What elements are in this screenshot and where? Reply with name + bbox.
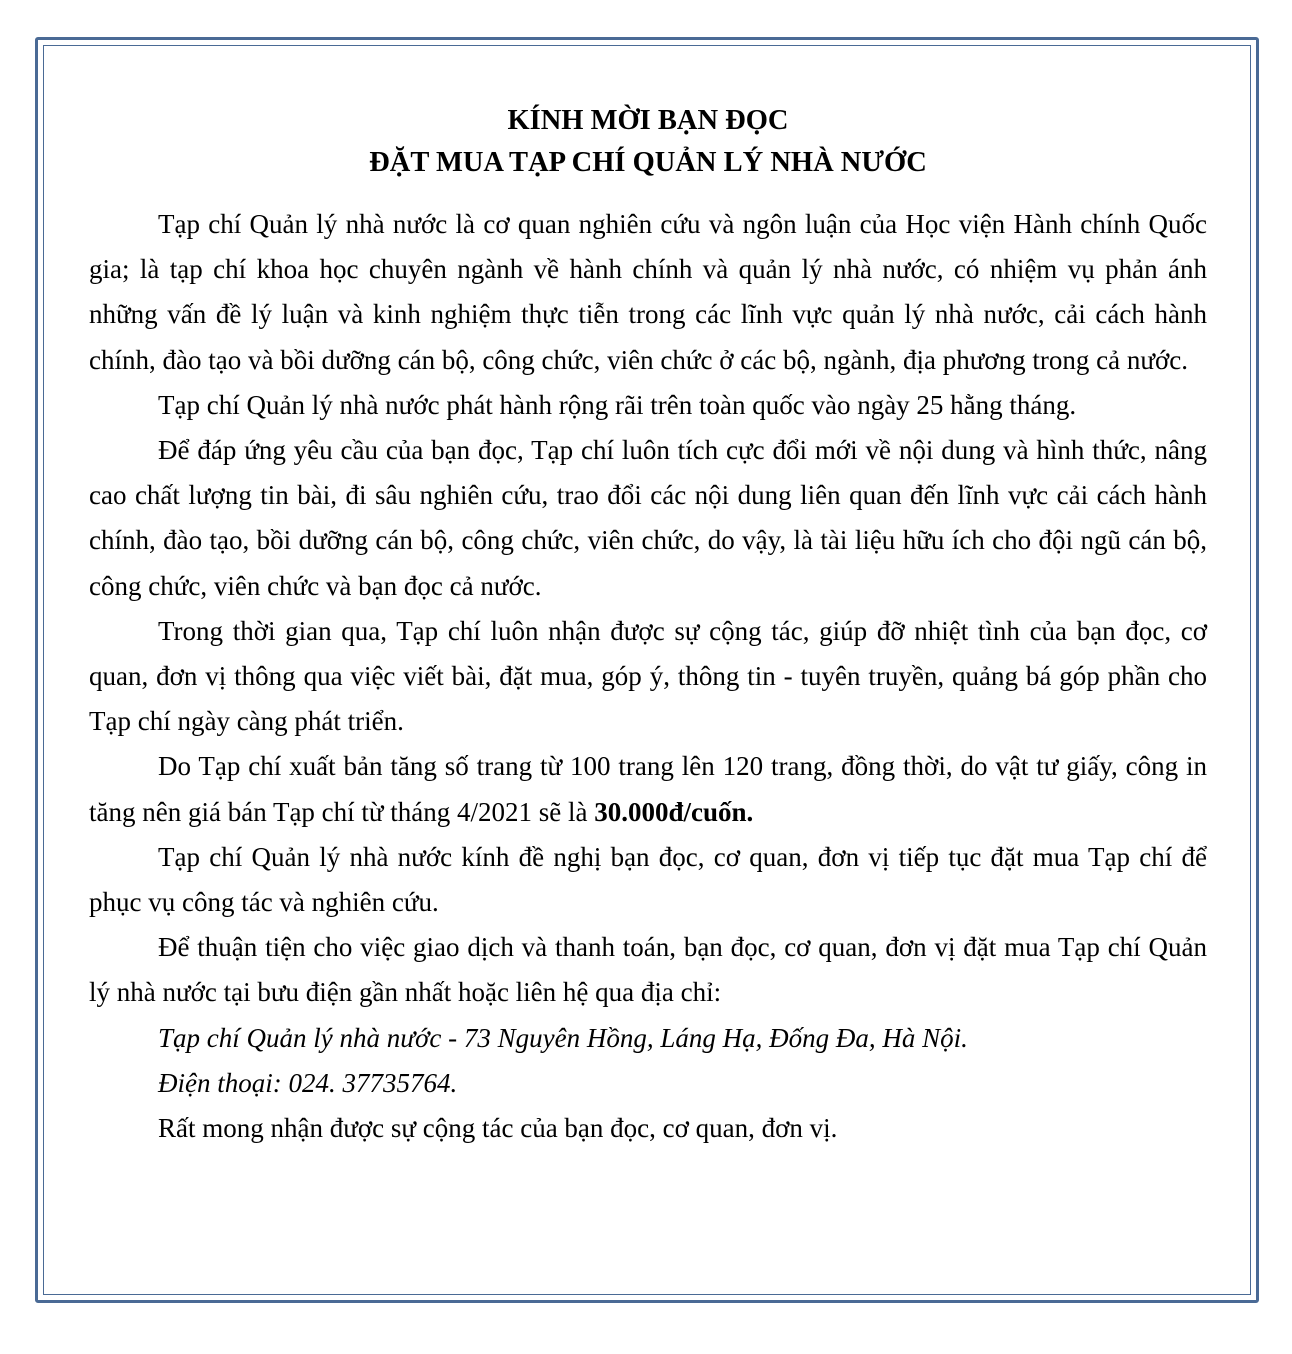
contact-phone: Điện thoại: 024. 37735764. xyxy=(158,1067,458,1098)
paragraph-contact: Để thuận tiện cho việc giao dịch và thanh toán, bạn đọc, cơ quan, đơn vị đặt mua Tạp chí Quản lý nhà nước tại bưu điện gần nhất hoặc liên hệ qua địa chỉ: xyxy=(89,932,1207,1008)
contact-address: Tạp chí Quản lý nhà nước - 73 Nguyên Hồng, Láng Hạ, Đống Đa, Hà Nội. xyxy=(158,1022,968,1053)
paragraph-request: Tạp chí Quản lý nhà nước kính đề nghị bạn đọc, cơ quan, đơn vị tiếp tục đặt mua Tạp chí để phục vụ công tác và nghiên cứu. xyxy=(89,841,1207,918)
paragraph-closing: Rất mong nhận được sự cộng tác của bạn đọc, cơ quan, đơn vị. xyxy=(158,1113,838,1144)
title-line-1: KÍNH MỜI BẠN ĐỌC xyxy=(507,105,789,136)
title-line-2: ĐẶT MUA TẠP CHÍ QUẢN LÝ NHÀ NƯỚC xyxy=(369,147,927,178)
title-block xyxy=(89,100,1207,184)
paragraph-intro: Tạp chí Quản lý nhà nước là cơ quan nghiên cứu và ngôn luận của Học viện Hành chính Quốc gia; là tạp chí khoa học chuyên ngành về hành chính và quản lý nhà nước, có nhiệm vụ phản ánh những vấn đề lý luận và kinh nghiệm thực tiễn trong các lĩnh vực quản lý nhà nước, cải cách hành chính, đào tạo và bồi dưỡng cán bộ, công chức, viên chức ở các bộ, ngành, địa phương trong cả nước. xyxy=(89,209,1207,375)
price-value: 30.000đ/cuốn. xyxy=(594,796,754,827)
paragraph-release-date: Tạp chí Quản lý nhà nước phát hành rộng rãi trên toàn quốc vào ngày 25 hằng tháng. xyxy=(158,389,1077,420)
paragraph-cooperation: Trong thời gian qua, Tạp chí luôn nhận được sự cộng tác, giúp đỡ nhiệt tình của bạn đọc, cơ quan, đơn vị thông qua việc viết bài, đặt mua, góp ý, thông tin - tuyên truyền, quảng bá góp phần cho Tạp chí ngày càng phát triển. xyxy=(89,615,1207,737)
document-body xyxy=(89,100,1207,1151)
price-text: Do Tạp chí xuất bản tăng số trang từ 100 trang lên 120 trang, đồng thời, do vật tư giấy, công in tăng nên giá bán Tạp chí từ tháng 4/2021 sẽ là xyxy=(89,751,1207,827)
paragraph-innovation: Để đáp ứng yêu cầu của bạn đọc, Tạp chí luôn tích cực đổi mới về nội dung và hình thức, nâng cao chất lượng tin bài, đi sâu nghiên cứu, trao đổi các nội dung liên quan đến lĩnh vực cải cách hành chính, đào tạo, bồi dưỡng cán bộ, công chức, viên chức, do vậy, là tài liệu hữu ích cho đội ngũ cán bộ, công chức, viên chức và bạn đọc cả nước. xyxy=(89,435,1207,601)
paragraph-price xyxy=(89,744,1207,834)
